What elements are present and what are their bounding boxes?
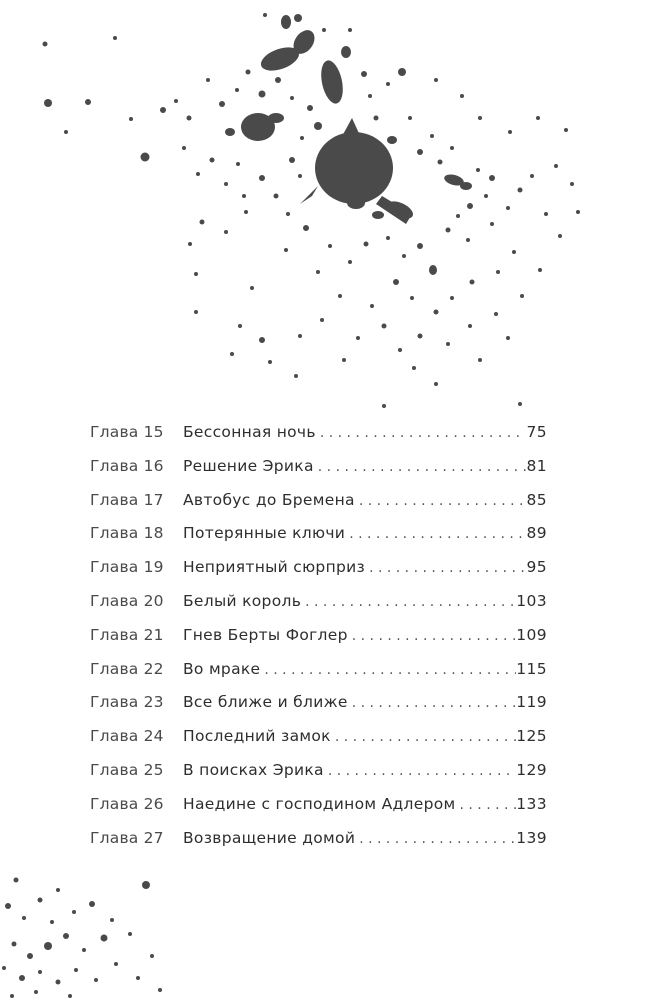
page-number: 115 bbox=[516, 659, 547, 678]
dot-leader bbox=[355, 831, 516, 847]
page-number: 81 bbox=[526, 456, 547, 475]
chapter-title: В поисках Эрика bbox=[183, 760, 324, 779]
page-number: 119 bbox=[516, 693, 547, 712]
dot-leader bbox=[355, 493, 527, 509]
chapter-number: Глава 27 bbox=[90, 828, 164, 847]
chapter-title: Во мраке bbox=[183, 659, 261, 678]
page-number: 89 bbox=[526, 524, 547, 543]
table-of-contents bbox=[90, 423, 547, 862]
dot-leader bbox=[345, 526, 526, 542]
chapter-number: Глава 26 bbox=[90, 794, 164, 813]
page-number: 133 bbox=[516, 794, 547, 813]
dot-leader bbox=[316, 425, 527, 441]
page-number: 95 bbox=[526, 558, 547, 577]
ink-splatter-top bbox=[0, 0, 655, 420]
page-number: 109 bbox=[516, 625, 547, 644]
dot-leader bbox=[324, 763, 516, 779]
chapter-title: Белый король bbox=[183, 591, 302, 610]
toc-entry[interactable] bbox=[90, 829, 547, 863]
dot-leader bbox=[348, 628, 516, 644]
chapter-title: Неприятный сюрприз bbox=[183, 558, 366, 577]
chapter-number: Глава 21 bbox=[90, 625, 164, 644]
page-number: 129 bbox=[516, 760, 547, 779]
dot-leader bbox=[365, 560, 526, 576]
chapter-number: Глава 22 bbox=[90, 659, 164, 678]
chapter-number: Глава 20 bbox=[90, 591, 164, 610]
chapter-title: Потерянные ключи bbox=[183, 524, 346, 543]
chapter-title: Гнев Берты Фоглер bbox=[183, 625, 348, 644]
page-number: 125 bbox=[516, 727, 547, 746]
dot-leader bbox=[331, 729, 516, 745]
chapter-title: Наедине с господином Адлером bbox=[183, 794, 456, 813]
dot-leader bbox=[456, 797, 517, 813]
chapter-number: Глава 24 bbox=[90, 727, 164, 746]
toc-entry[interactable] bbox=[90, 592, 547, 626]
dot-leader bbox=[260, 662, 516, 678]
toc-entry[interactable] bbox=[90, 423, 547, 457]
toc-entry[interactable] bbox=[90, 727, 547, 761]
page-number: 85 bbox=[526, 490, 547, 509]
chapter-title: Решение Эрика bbox=[183, 456, 314, 475]
toc-entry[interactable] bbox=[90, 524, 547, 558]
chapter-number: Глава 16 bbox=[90, 456, 164, 475]
chapter-title: Бессонная ночь bbox=[183, 423, 316, 441]
page-number: 75 bbox=[526, 423, 547, 441]
toc-entry[interactable] bbox=[90, 626, 547, 660]
chapter-number: Глава 23 bbox=[90, 693, 164, 712]
chapter-number: Глава 15 bbox=[90, 423, 164, 441]
chapter-number: Глава 25 bbox=[90, 760, 164, 779]
chapter-number: Глава 19 bbox=[90, 558, 164, 577]
toc-entry[interactable] bbox=[90, 761, 547, 795]
dot-leader bbox=[301, 594, 516, 610]
chapter-number: Глава 18 bbox=[90, 524, 164, 543]
dot-leader bbox=[314, 459, 527, 475]
chapter-title: Возвращение домой bbox=[183, 828, 356, 847]
ink-splatter-bottom bbox=[0, 860, 200, 1000]
toc-entry[interactable] bbox=[90, 491, 547, 525]
chapter-number: Глава 17 bbox=[90, 490, 164, 509]
page-number: 103 bbox=[516, 591, 547, 610]
toc-entry[interactable] bbox=[90, 693, 547, 727]
dot-leader bbox=[348, 695, 516, 711]
toc-entry[interactable] bbox=[90, 558, 547, 592]
page-number: 139 bbox=[516, 828, 547, 847]
chapter-title: Автобус до Бремена bbox=[183, 490, 355, 509]
chapter-title: Все ближе и ближе bbox=[183, 693, 348, 712]
toc-entry[interactable] bbox=[90, 457, 547, 491]
chapter-title: Последний замок bbox=[183, 727, 331, 746]
toc-entry[interactable] bbox=[90, 660, 547, 694]
toc-entry[interactable] bbox=[90, 795, 547, 829]
